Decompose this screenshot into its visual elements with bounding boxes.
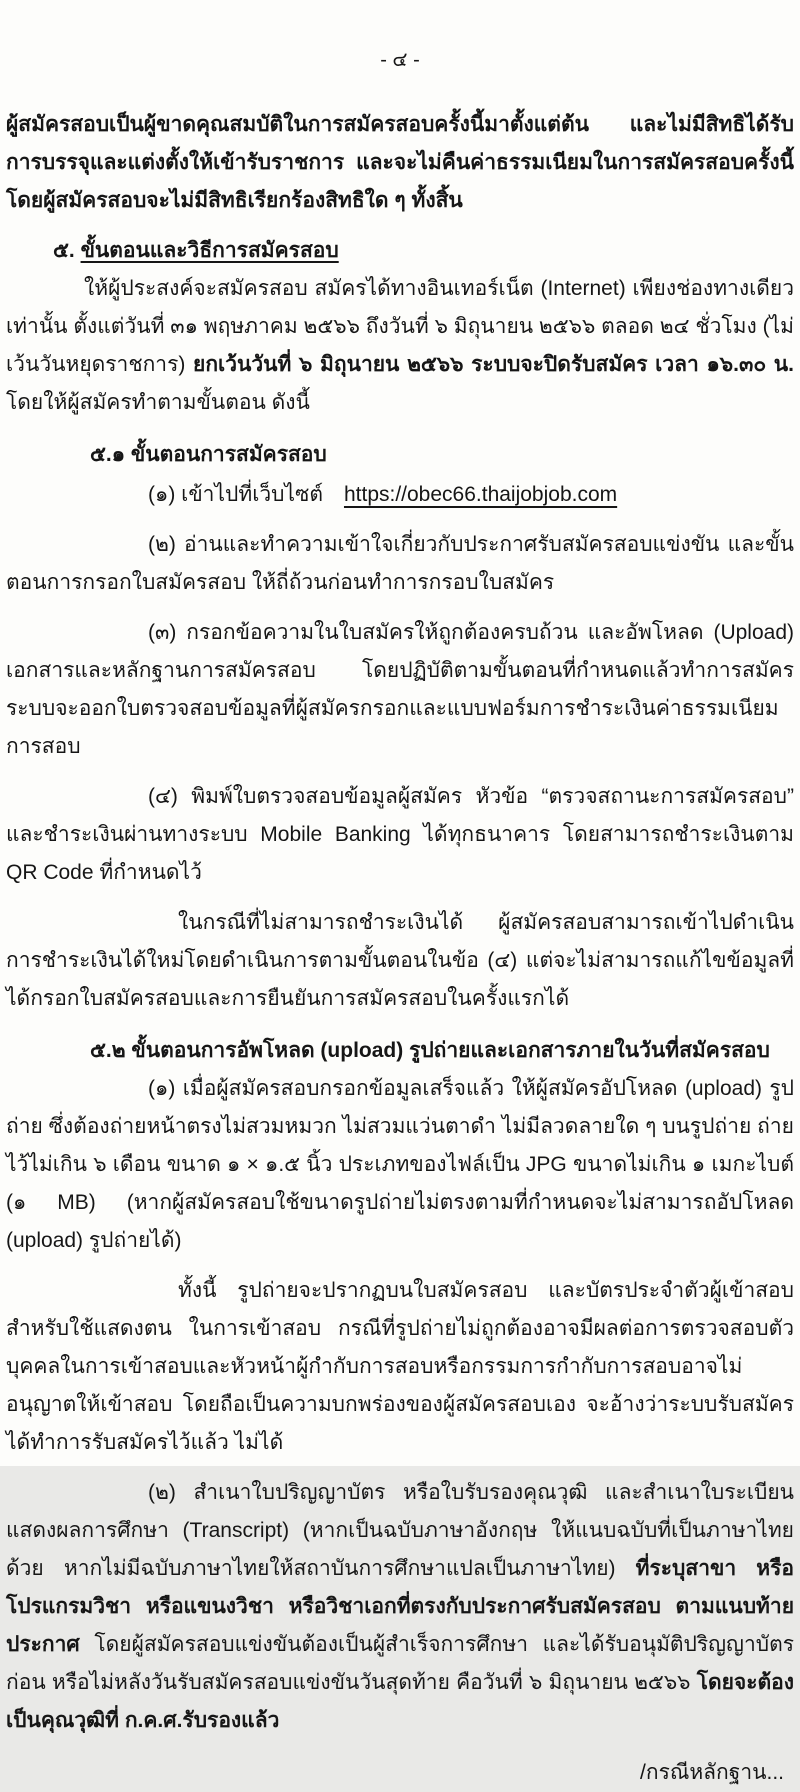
text-segment: ยกเว้นวันที่ ๖ มิถุนายน ๒๕๖๖ ระบบจะปิดรับสมัคร เวลา ๑๖.๓๐ น. [193, 353, 794, 376]
website-link[interactable]: https://obec66.thaijobjob.com [343, 483, 618, 506]
text-segment: ผู้สมัครสอบเป็นผู้ขาดคุณสมบัติในการสมัครสอบครั้งนี้มาตั้งแต่ต้น และไม่มีสิทธิได้รับการบรรจุและแต่งตั้งให้เข้ารับราชการ และจะไม่คืนค่าธรรมเนียมในการสมัครสอบครั้งนี้ โดยผู้สมัครสอบจะไม่มีสิทธิเรียกร้องสิทธิใด ๆ ทั้งสิ้น [6, 113, 794, 212]
text-segment: (๒) สำเนาใบปริญญาบัตร หรือใบรับรองคุณวุฒิ และสำเนาใบระเบียนแสดงผลการศึกษา (Transcript) (หากเป็นฉบับภาษาอังกฤษ ให้แนบฉบับที่เป็นภาษาไทยด้วย หากไม่มีฉบับภาษาไทยให้สถาบันการศึกษาแปลเป็นภาษาไทย) [6, 1481, 794, 1580]
text-segment: (๒) อ่านและทำความเข้าใจเกี่ยวกับประกาศรับสมัครสอบแข่งขัน และขั้นตอนการกรอกใบสมัครสอบ ให้ถี่ถ้วนก่อนทำการกรอบใบสมัคร [6, 533, 794, 594]
step-2-read-announcement [6, 526, 794, 602]
text-segment: (๑) เมื่อผู้สมัครสอบกรอกข้อมูลเสร็จแล้ว ให้ผู้สมัครอัปโหลด (upload) รูปถ่าย ซึ่งต้องถ่ายหน้าตรงไม่สวมหมวก ไม่สวมแว่นตาดำ ไม่มีลวดลายใด ๆ บนรูปถ่าย ถ่ายไว้ไม่เกิน ๖ เดือน ขนาด ๑ × ๑.๕ นิ้ว ประเภทของไฟล์เป็น JPG ขนาดไม่เกิน ๑ เมกะไบต์ (๑ MB) (หากผู้สมัครสอบใช้ขนาดรูปถ่ายไม่ตรงตามที่กำหนดจะไม่สามารถอัปโหลด (upload) รูปถ่ายได้) [6, 1077, 794, 1252]
subsection-5-1-heading: ๕.๑ ขั้นตอนการสมัครสอบ [90, 443, 327, 466]
text-segment: โดยให้ผู้สมัครทำตามขั้นตอน ดังนี้ [6, 391, 310, 414]
text-segment: โดยจะต้องเป็นคุณวุฒิที่ ก.ค.ศ.รับรองแล้ว [6, 1671, 794, 1732]
photo-usage-note [6, 1272, 794, 1462]
subsection-5-2-heading: ๕.๒ ขั้นตอนการอัพโหลด (upload) รูปถ่ายและเอกสารภายในวันที่สมัครสอบ [90, 1039, 770, 1062]
step-1-website [6, 476, 794, 514]
upload-step-1-photo [6, 1070, 794, 1260]
text-segment: ๕. [53, 239, 81, 262]
step-4-print-and-pay [6, 778, 794, 892]
step-3-fill-form [6, 614, 794, 766]
payment-retry-note [6, 904, 794, 1018]
text-segment: ที่ระบุสาขา หรือโปรแกรมวิชา หรือแขนงวิชา หรือวิชาเอกที่ตรงกับประกาศรับสมัครสอบ ตามแนบท้ายประกาศ [6, 1557, 794, 1656]
text-segment: (๑) เข้าไปที่เว็บไซต์ [148, 483, 344, 506]
text-segment: ทั้งนี้ รูปถ่ายจะปรากฏบนใบสมัครสอบ และบัตรประจำตัวผู้เข้าสอบสำหรับใช้แสดงตน ในการเข้าสอบ กรณีที่รูปถ่ายไม่ถูกต้องอาจมีผลต่อการตรวจสอบตัวบุคคลในการเข้าสอบและหัวหน้าผู้กำกับการสอบหรือกรรมการกำกับการสอบอาจไม่อนุญาตให้เข้าสอบ โดยถือเป็นความบกพร่องของผู้สมัครสอบเอง จะอ้างว่าระบบรับสมัครได้ทำการรับสมัครไว้แล้ว ไม่ได้ [6, 1279, 794, 1454]
continuation-marker: /กรณีหลักฐาน... [640, 1761, 784, 1784]
text-segment: โดยผู้สมัครสอบแข่งขันต้องเป็นผู้สำเร็จการศึกษา และได้รับอนุมัติปริญญาบัตรก่อน หรือไม่หลังวันรับสมัครสอบแข่งขันวันสุดท้าย คือวันที่ ๖ มิถุนายน ๒๕๖๖ [6, 1633, 794, 1694]
text-segment: ให้ผู้ประสงค์จะสมัครสอบ สมัครได้ทางอินเทอร์เน็ต (Internet) เพียงช่องทางเดียวเท่านั้น ตั้งแต่วันที่ ๓๑ พฤษภาคม ๒๕๖๖ ถึงวันที่ ๖ มิถุนายน ๒๕๖๖ ตลอด ๒๔ ชั่วโมง (ไม่เว้นวันหยุดราชการ) [6, 277, 794, 376]
intro-paragraph [6, 106, 794, 220]
text-segment: ในกรณีที่ไม่สามารถชำระเงินได้ ผู้สมัครสอบสามารถเข้าไปดำเนินการชำระเงินได้ใหม่โดยดำเนินการตามขั้นตอนในข้อ (๔) แต่จะไม่สามารถแก้ไขข้อมูลที่ได้กรอกใบสมัครสอบและการยืนยันการสมัครสอบในครั้งแรกได้ [6, 911, 794, 1010]
section-5-heading [53, 232, 794, 270]
page-number: - ๔ - [380, 49, 420, 71]
text-segment: (๔) พิมพ์ใบตรวจสอบข้อมูลผู้สมัคร หัวข้อ “ตรวจสถานะการสมัครสอบ” และชำระเงินผ่านทางระบบ Mobile Banking ได้ทุกธนาคาร โดยสามารถชำระเงินตาม QR Code ที่กำหนดไว้ [6, 785, 794, 884]
section-5-intro [6, 270, 794, 422]
text-segment: ขั้นตอนและวิธีการสมัครสอบ [80, 239, 339, 262]
upload-step-2-documents [6, 1474, 794, 1740]
text-segment: (๓) กรอกข้อความในใบสมัครให้ถูกต้องครบถ้วน และอัพโหลด (Upload) เอกสารและหลักฐานการสมัครสอบ โดยปฏิบัติตามขั้นตอนที่กำหนดแล้วทำการสมัคร ระบบจะออกใบตรวจสอบข้อมูลที่ผู้สมัครกรอกและแบบฟอร์มการชำระเงินค่าธรรมเนียมการสอบ [6, 621, 794, 758]
